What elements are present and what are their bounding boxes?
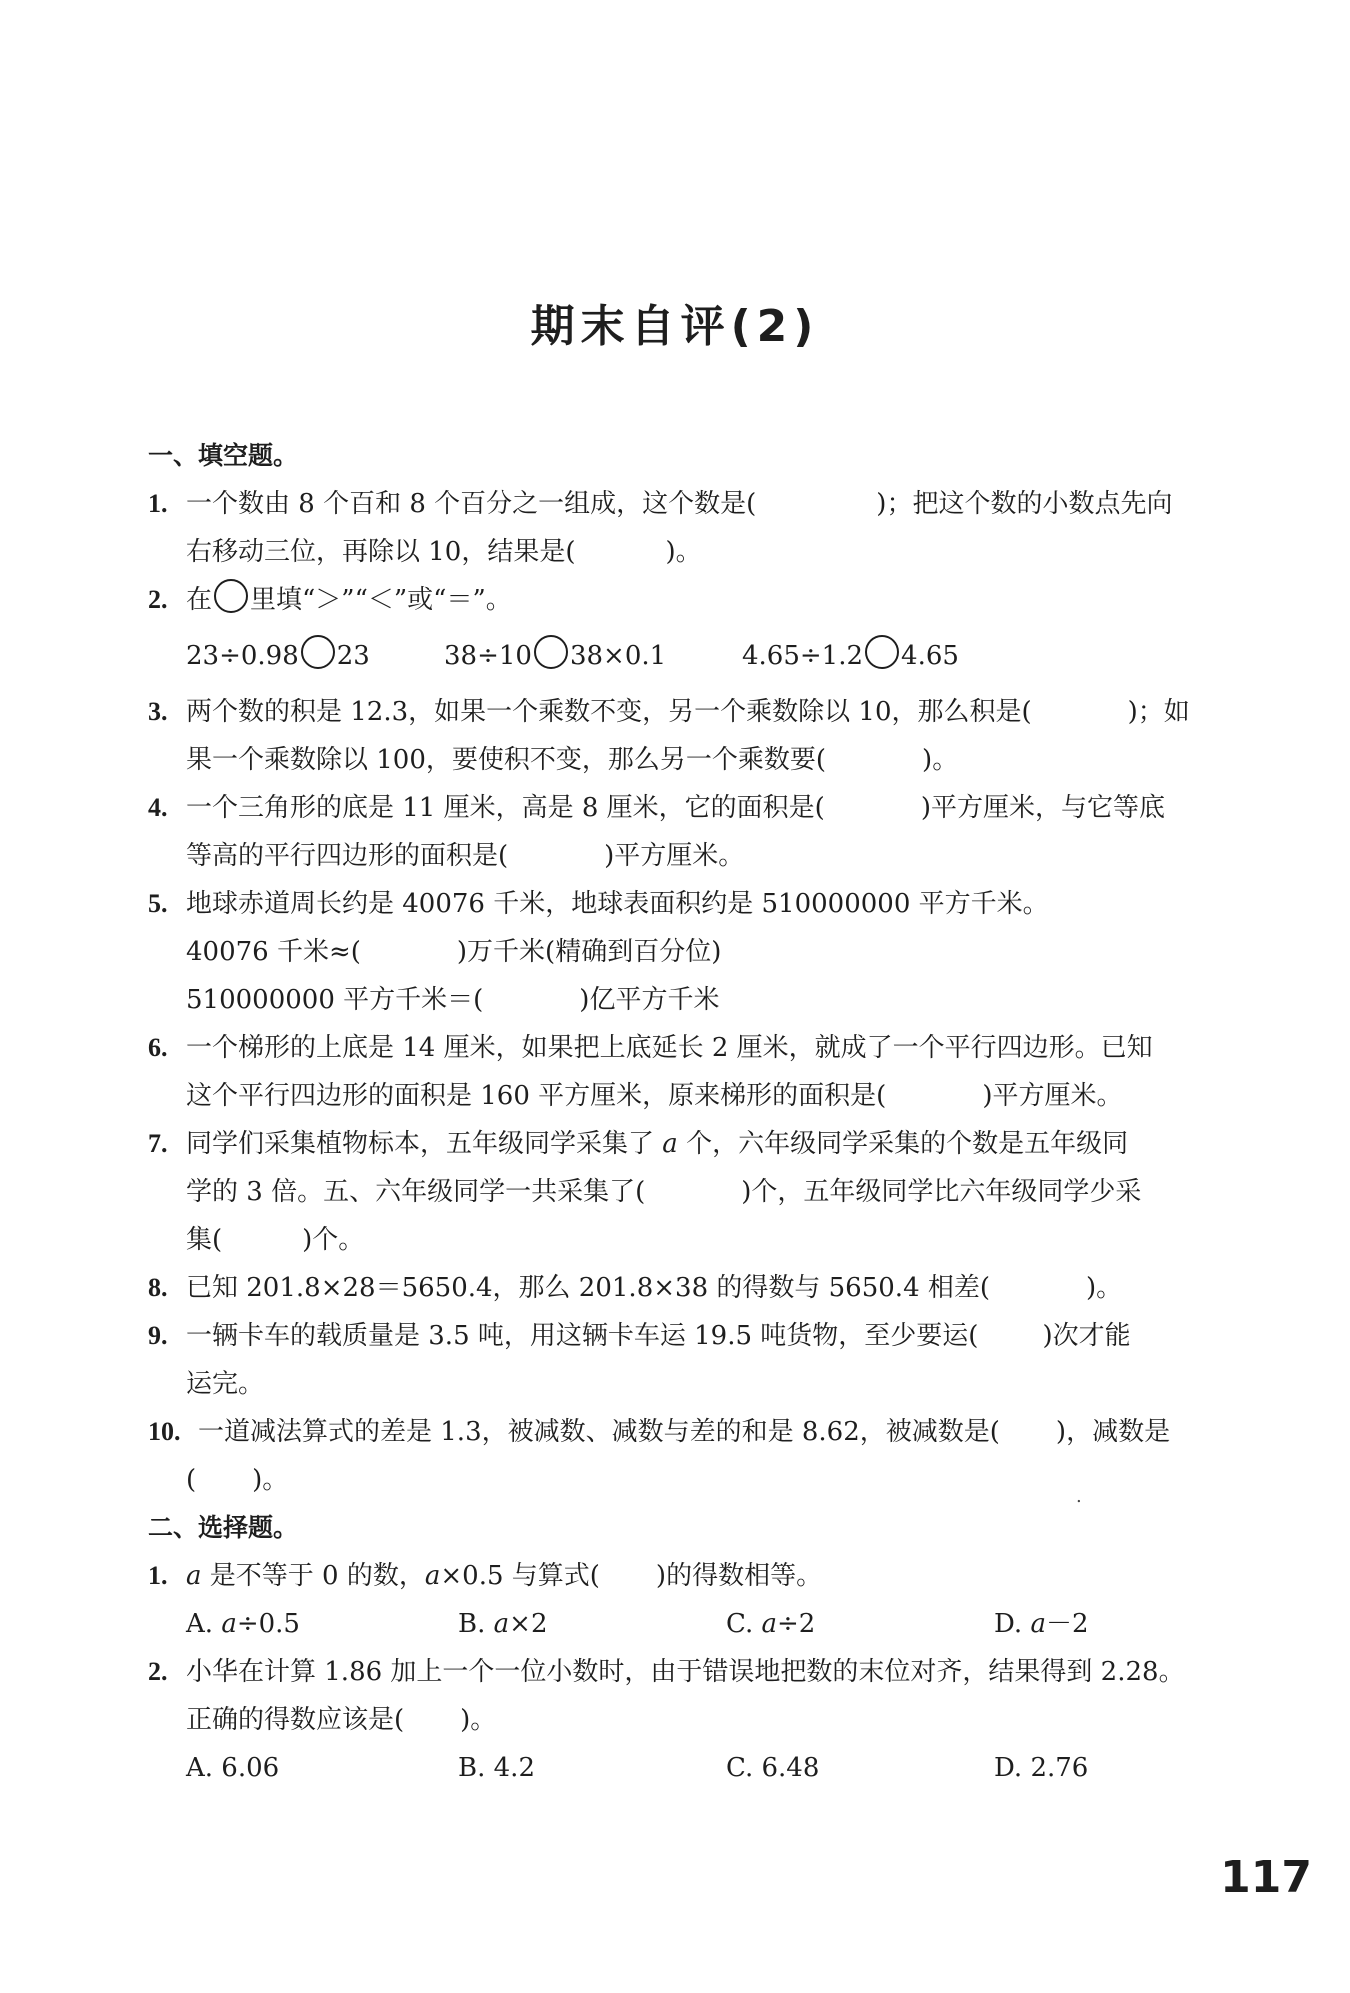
question-text: )；如 [1127, 697, 1190, 727]
question-text: 学的 3 倍。五、六年级同学一共采集了( [186, 1177, 646, 1207]
section-heading-fill: 一、填空题。 [148, 441, 299, 470]
question-text: )的得数相等。 [655, 1561, 823, 1591]
comparison-3: 4.65÷1.2 4.65 [742, 624, 959, 688]
question-text: 正确的得数应该是( [186, 1705, 405, 1735]
question-text: )。 [922, 745, 959, 775]
question-text: )，减数是 [1055, 1417, 1171, 1447]
option-b[interactable]: B. a×2 [458, 1609, 548, 1639]
question-text: ×0.5 与算式( [440, 1561, 600, 1591]
choice-question-2 [148, 1648, 1208, 1744]
question-text: 小华在计算 1.86 加上一个一位小数时，由于错误地把数的末位对齐，结果得到 2.28。 [186, 1657, 1185, 1687]
question-4 [148, 784, 1208, 880]
stray-dot: . [1076, 1486, 1082, 1507]
option-c[interactable]: C. 6.48 [726, 1753, 820, 1783]
question-text: 一个三角形的底是 11 厘米，高是 8 厘米，它的面积是( [186, 793, 825, 823]
question-text: 等高的平行四边形的面积是( [186, 841, 509, 871]
question-text: 一个数由 8 个百和 8 个百分之一组成，这个数是( [186, 489, 757, 519]
option-d[interactable]: D. 2.76 [994, 1753, 1089, 1783]
question-text: 果一个乘数除以 100，要使积不变，那么另一个乘数要( [186, 745, 827, 775]
section-heading-choice: 二、选择题。 [148, 1513, 299, 1542]
question-text: 这个平行四边形的面积是 160 平方厘米，原来梯形的面积是( [186, 1081, 887, 1111]
question-9 [148, 1312, 1208, 1408]
compare-circle[interactable] [301, 635, 335, 669]
option-a[interactable]: A. 6.06 [186, 1753, 280, 1783]
question-text: )。 [1086, 1273, 1123, 1303]
question-text: )平方厘米，与它等底 [920, 793, 1165, 823]
question-number: 7. [148, 1129, 168, 1158]
question-8 [148, 1264, 1208, 1312]
option-d[interactable]: D. a－2 [994, 1609, 1089, 1639]
question-text: )个，五年级同学比六年级同学少采 [741, 1177, 1142, 1207]
question-3 [148, 688, 1208, 784]
question-text: )次才能 [1042, 1321, 1131, 1351]
variable: a [662, 1129, 678, 1159]
page-number: 117 [1220, 1852, 1312, 1903]
choice-options-1 [148, 1600, 1208, 1648]
question-number: 9. [148, 1321, 168, 1350]
question-10 [148, 1408, 1208, 1504]
question-text: )个。 [302, 1225, 365, 1255]
question-text: 右移动三位，再除以 10，结果是( [186, 537, 576, 567]
question-text: 在 [186, 585, 213, 615]
question-7 [148, 1120, 1208, 1264]
question-number: 3. [148, 697, 168, 726]
choice-options-2 [148, 1744, 1208, 1792]
question-text: 集( [186, 1225, 223, 1255]
comparison-row [148, 624, 1208, 688]
worksheet-content [148, 432, 1208, 1792]
question-text: )。 [252, 1465, 289, 1495]
question-text: 一个梯形的上底是 14 厘米，如果把上底延长 2 厘米，就成了一个平行四边形。已知 [186, 1033, 1153, 1063]
compare-circle[interactable] [534, 635, 568, 669]
question-1 [148, 480, 1208, 576]
variable: a [424, 1561, 441, 1591]
question-text: 已知 201.8×28＝5650.4，那么 201.8×38 的得数与 5650.4 相差( [186, 1273, 991, 1303]
question-text: )。 [665, 537, 702, 567]
question-2 [148, 576, 1208, 624]
comparison-1: 23÷0.98 23 [186, 624, 370, 688]
question-5-part-2: 510000000 平方千米＝( )亿平方千米 [186, 985, 720, 1015]
choice-question-1 [148, 1552, 1208, 1600]
question-text: 一辆卡车的载质量是 3.5 吨，用这辆卡车运 19.5 吨货物，至少要运( [186, 1321, 979, 1351]
variable: a [186, 1561, 202, 1591]
question-text: 里填“＞”“＜”或“＝”。 [250, 585, 512, 615]
question-number: 4. [148, 793, 168, 822]
question-number: 2. [148, 1657, 168, 1686]
question-5 [148, 880, 1208, 928]
option-a[interactable]: A. a÷0.5 [186, 1609, 300, 1639]
question-number: 1. [148, 489, 168, 518]
question-text: 个，六年级同学采集的个数是五年级同 [686, 1129, 1129, 1159]
question-text: 两个数的积是 12.3，如果一个乘数不变，另一个乘数除以 10，那么积是( [186, 697, 1032, 727]
question-text: 地球赤道周长约是 40076 千米，地球表面积约是 510000000 平方千米。 [186, 889, 1049, 919]
question-text: )；把这个数的小数点先向 [876, 489, 1173, 519]
question-number: 8. [148, 1273, 168, 1302]
page-title: 期末自评(2) [530, 301, 820, 352]
question-number: 5. [148, 889, 168, 918]
question-text: 同学们采集植物标本，五年级同学采集了 [186, 1129, 655, 1159]
question-text: 是不等于 0 的数， [209, 1561, 425, 1591]
question-text: )平方厘米。 [982, 1081, 1123, 1111]
question-text: 运完。 [186, 1369, 265, 1399]
option-b[interactable]: B. 4.2 [458, 1753, 535, 1783]
option-c[interactable]: C. a÷2 [726, 1609, 816, 1639]
question-5-part-1: 40076 千米≈( )万千米(精确到百分位) [186, 937, 722, 967]
comparison-2: 38÷10 38×0.1 [444, 624, 666, 688]
question-text: )。 [460, 1705, 497, 1735]
question-6 [148, 1024, 1208, 1120]
question-number: 10. [148, 1417, 181, 1446]
question-number: 6. [148, 1033, 168, 1062]
question-text: 一道减法算式的差是 1.3，被减数、减数与差的和是 8.62，被减数是( [198, 1417, 1000, 1447]
question-number: 2. [148, 585, 168, 614]
question-text: )平方厘米。 [604, 841, 745, 871]
compare-circle[interactable] [865, 635, 899, 669]
circle-icon [214, 579, 248, 613]
question-number: 1. [148, 1561, 168, 1590]
question-text: ( [186, 1465, 197, 1495]
